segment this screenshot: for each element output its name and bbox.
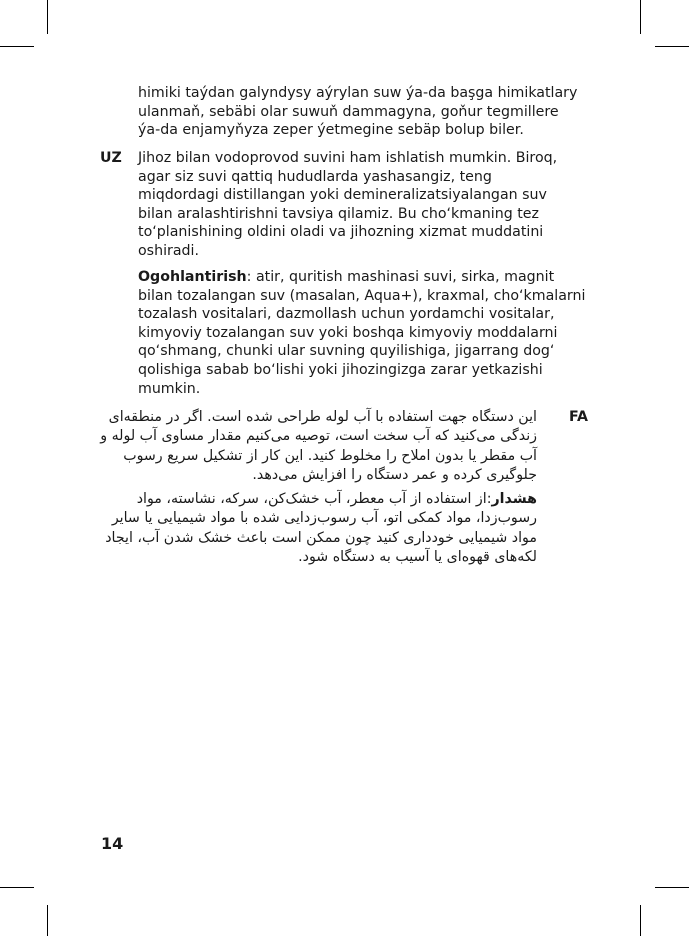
crop-mark-bottom-left-v (47, 905, 48, 936)
fa-warning-label: هشدار (491, 491, 537, 507)
crop-mark-top-right-v (640, 0, 641, 34)
crop-mark-top-right-h (655, 46, 689, 47)
page-number: 14 (101, 834, 124, 853)
uz-warning-label: Ogohlantirish (138, 269, 247, 285)
uz-warning-text: : atir, quritish mashinasi suvi, sirka, magnit bilan tozalangan suv (masalan, Aqua+), kraxmal, cho‘kmalarni tozalash vositalari, dazmollash uchun yordamchi vositalar, kimyoviy tozalangan suv yoki boshqa kimyoviy moddalarni qo‘shmang, chunki ular suvning quyilishiga, jigarrang dog‘ qolishiga sabab bo‘lishi yoki jihozingizga zarar yetkazishi mumkin. (138, 269, 586, 397)
uz-body-paragraph: Jihoz bilan vodoprovod suvini ham ishlatish mumkin. Biroq, agar siz suvi qattiq hududlarda yashasangiz, teng miqdordagi distillangan yoki demineralizatsiyalangan suv bilan aralashtirishni tavsiya qilamiz. Bu cho‘kmaning tez to‘planishining oldini oladi va jihozning xizmat muddatini oshiradi. (138, 150, 558, 259)
fa-warning-text: :از استفاده از آب معطر، آب خشک‌کن، سرکه، نشاسته، مواد رسوب‌زدا، مواد کمکی اتو، آب رسوب‌زدایی شده با مواد شیمیایی یا سایر مواد شیمیایی خودداری کنید چون ممکن است باعث خشک شدن آب، ایجاد لکه‌های قهوه‌ای یا آسیب به دستگاه شود. (105, 491, 537, 566)
fa-body-paragraph: این دستگاه جهت استفاده با آب لوله طراحی شده است. اگر در منطقه‌ای زندگی می‌کنید که آب سخت است، توصیه می‌کنیم مقدار مساوی آب لوله و آب مقطر یا بدون املاح را مخلوط کنید. این کار از تشکیل سریع رسوب جلوگیری کرده و عمر دستگاه را افزایش می‌دهد. (100, 409, 537, 484)
fa-warning-paragraph (97, 490, 537, 568)
crop-mark-bottom-right-v (640, 905, 641, 936)
lang-code-fa: FA (569, 409, 589, 425)
crop-mark-bottom-right-h (655, 887, 689, 888)
crop-mark-top-left-v (47, 0, 48, 34)
crop-mark-bottom-left-h (0, 887, 34, 888)
uz-warning-paragraph (138, 268, 590, 398)
crop-mark-top-left-h (0, 46, 34, 47)
intro-paragraph: himiki taýdan galyndysy aýrylan suw ýa-da başga himikatlary ulanmaň, sebäbi olar suwuň dammagyna, goňur tegmillere ýa-da enjamyňyza zeper ýetmegine sebäp bolup biler. (138, 85, 578, 139)
lang-code-uz: UZ (100, 150, 122, 166)
